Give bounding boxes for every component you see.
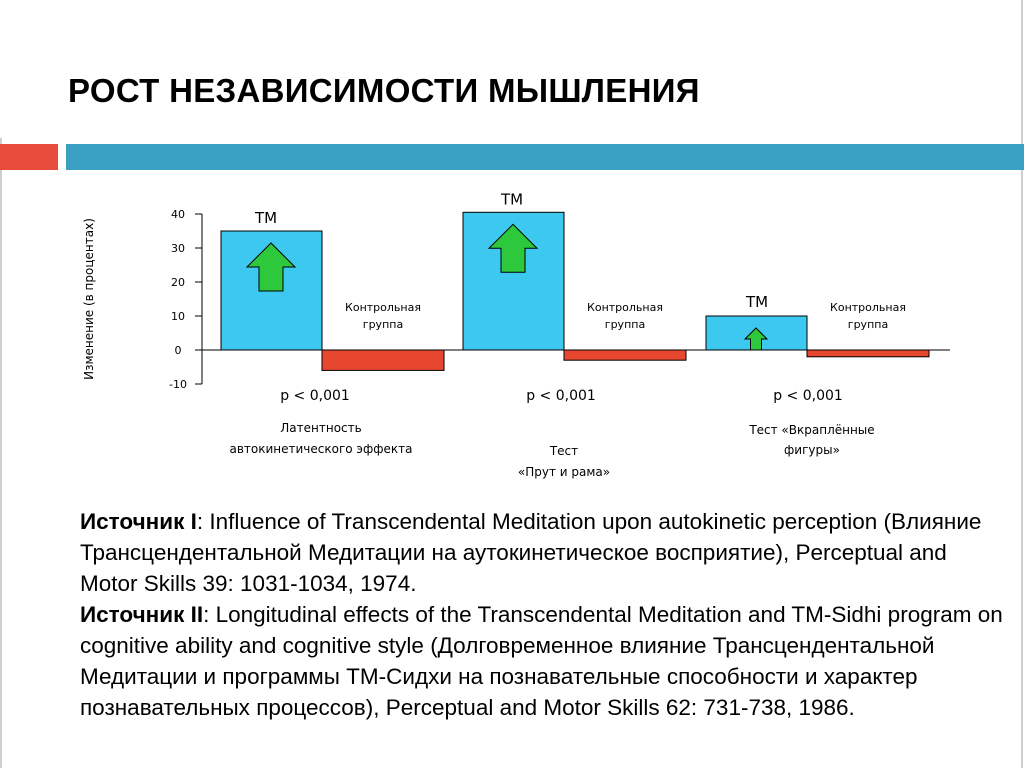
source-2-label: Источник II [80,602,204,627]
category-label: автокинетического эффекта [229,442,413,456]
tm-label: ТМ [254,209,278,227]
control-label: группа [362,317,404,331]
y-axis-label: Изменение (в процентах) [82,218,96,380]
y-tick-label: 0 [174,344,182,357]
y-tick-label: 40 [171,208,185,221]
category-label: Тест «Вкраплённые [749,423,875,437]
source-1-text: : Influence of Transcendental Meditation upon autokinetic perception (Влияние Трансцендентальной Медитации на аутокинетическое восприятие), Perceptual and Motor Skills 39: 1031-1034, 1974. [80,509,982,596]
control-bar [807,350,929,357]
category-label: «Прут и рама» [517,465,611,479]
control-label: Контрольная [587,300,663,314]
y-tick-label: 10 [171,310,185,323]
source-1-label: Источник I [80,509,197,534]
title-accent-blue-bar [66,144,1024,170]
tm-label: ТМ [500,190,524,209]
sources-block [80,506,1010,723]
category-label: Латентность [280,421,362,435]
source-1 [80,506,1010,599]
title-accent-red-bar [0,144,58,170]
p-value-label: p < 0,001 [280,388,350,404]
category-label: фигуры» [784,443,840,457]
p-value-label: p < 0,001 [526,388,596,404]
frame-right-border [1021,0,1023,768]
p-value-label: p < 0,001 [773,388,843,404]
tm-label: ТМ [745,293,769,311]
control-label: группа [847,317,889,331]
y-tick-label: 30 [171,242,185,255]
category-label: Тест [549,444,579,458]
control-label: группа [604,317,646,331]
control-bar [564,350,686,360]
source-2-text: : Longitudinal effects of the Transcendental Meditation and TM-Sidhi program on cognitive ability and cognitive style (Долговременное влияние Трансцендентальной Медитации и программы ТМ-Сидхи на познавательные способности и характер познавательных процессов), Perceptual and Motor Skills 62: 731-738, 1986. [80,602,1003,720]
bar-chart [0,170,1020,500]
y-tick-label: -10 [169,378,187,391]
page-title: РОСТ НЕЗАВИСИМОСТИ МЫШЛЕНИЯ [68,72,700,109]
source-2 [80,599,1010,723]
control-label: Контрольная [345,300,421,314]
control-bar [322,350,444,370]
y-tick-label: 20 [171,276,185,289]
control-label: Контрольная [830,300,906,314]
